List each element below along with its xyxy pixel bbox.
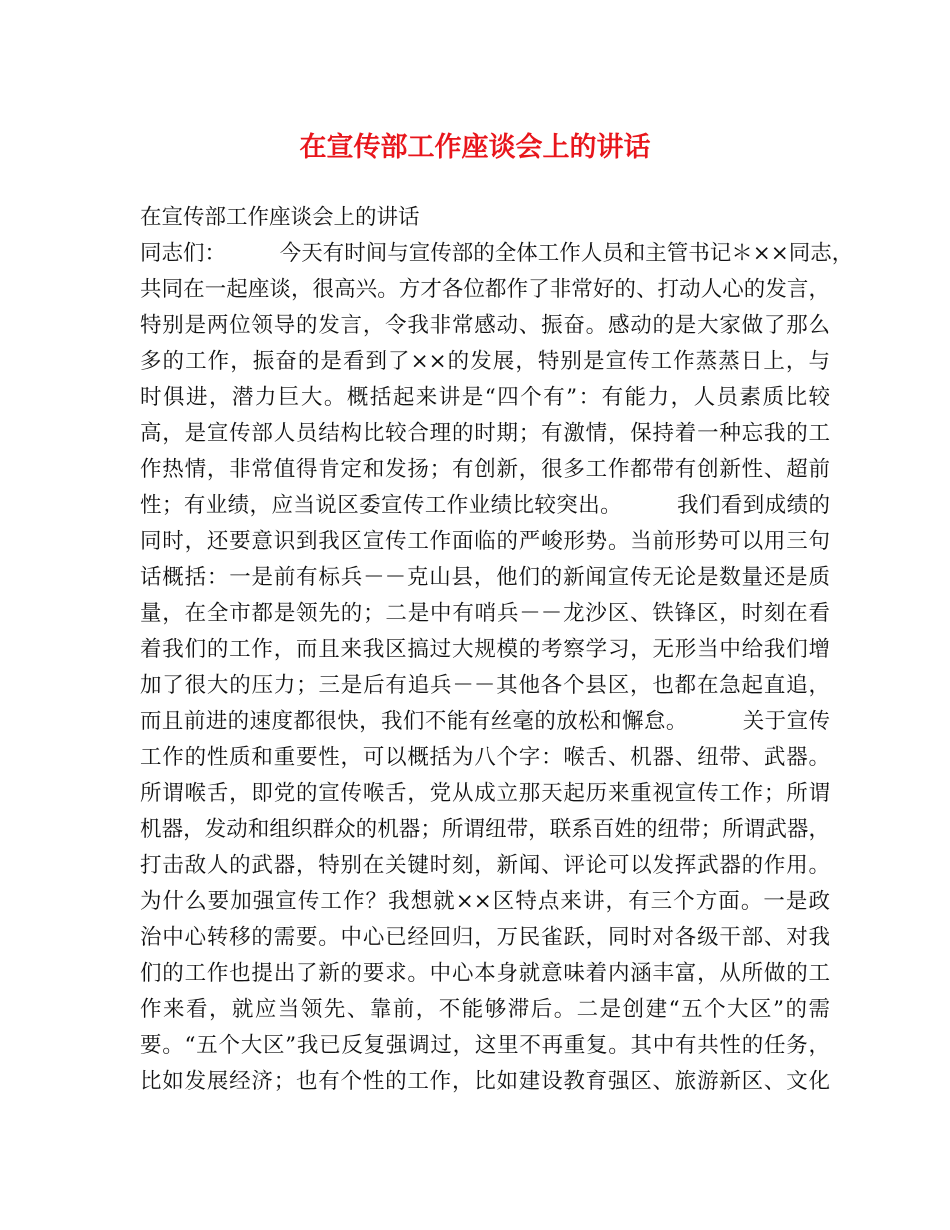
body-line: 在宣传部工作座谈会上的讲话 [140, 205, 420, 230]
body-line: 所谓喉舌，即党的宣传喉舌，党从成立那天起历来重视宣传工作；所谓 [140, 781, 830, 806]
body-line: 而且前进的速度都很快，我们不能有丝毫的放松和懈怠。 关于宣传 [140, 709, 830, 734]
body-line: 量，在全市都是领先的；二是中有哨兵－－龙沙区、铁锋区，时刻在看 [140, 601, 830, 626]
body-line: 机器，发动和组织群众的机器；所谓纽带，联系百姓的纽带；所谓武器， [140, 817, 830, 842]
body-line: 比如发展经济；也有个性的工作，比如建设教育强区、旅游新区、文化 [140, 1069, 830, 1094]
body-line: 工作的性质和重要性，可以概括为八个字：喉舌、机器、纽带、武器。 [140, 745, 830, 770]
body-line: 们的工作也提出了新的要求。中心本身就意味着内涵丰富，从所做的工 [140, 961, 830, 986]
body-line: 性；有业绩，应当说区委宣传工作业绩比较突出。 我们看到成绩的 [140, 493, 830, 518]
body-line: 话概括：一是前有标兵－－克山县，他们的新闻宣传无论是数量还是质 [140, 565, 830, 590]
document-title: 在宣传部工作座谈会上的讲话 [299, 132, 651, 163]
body-line: 治中心转移的需要。中心已经回归，万民雀跃，同时对各级干部、对我 [140, 925, 830, 950]
body-line: 打击敌人的武器，特别在关键时刻，新闻、评论可以发挥武器的作用。 [140, 853, 830, 878]
body-line: 共同在一起座谈，很高兴。方才各位都作了非常好的、打动人心的发言， [140, 277, 830, 302]
body-line: 同时，还要意识到我区宣传工作面临的严峻形势。当前形势可以用三句 [140, 529, 830, 554]
body-line: 高，是宣传部人员结构比较合理的时期；有激情，保持着一种忘我的工 [140, 421, 830, 446]
body-line: 时俱进，潜力巨大。概括起来讲是“四个有”：有能力，人员素质比较 [140, 385, 830, 410]
body-line: 为什么要加强宣传工作？我想就××区特点来讲，有三个方面。一是政 [140, 889, 830, 914]
body-line: 作热情，非常值得肯定和发扬；有创新，很多工作都带有创新性、超前 [140, 457, 830, 482]
body-line: 特别是两位领导的发言，令我非常感动、振奋。感动的是大家做了那么 [140, 313, 830, 338]
body-line: 加了很大的压力；三是后有追兵－－其他各个县区，也都在急起直追， [140, 673, 830, 698]
body-line: 着我们的工作，而且来我区搞过大规模的考察学习，无形当中给我们增 [140, 637, 830, 662]
body-line: 作来看，就应当领先、靠前，不能够滞后。二是创建“五个大区”的需 [140, 997, 830, 1022]
body-line: 同志们： 今天有时间与宣传部的全体工作人员和主管书记＊××同志， [140, 241, 854, 266]
body-line: 多的工作，振奋的是看到了××的发展，特别是宣传工作蒸蒸日上，与 [140, 349, 830, 374]
body-line: 要。“五个大区”我已反复强调过，这里不再重复。其中有共性的任务， [140, 1033, 830, 1058]
document-body [140, 200, 854, 1100]
